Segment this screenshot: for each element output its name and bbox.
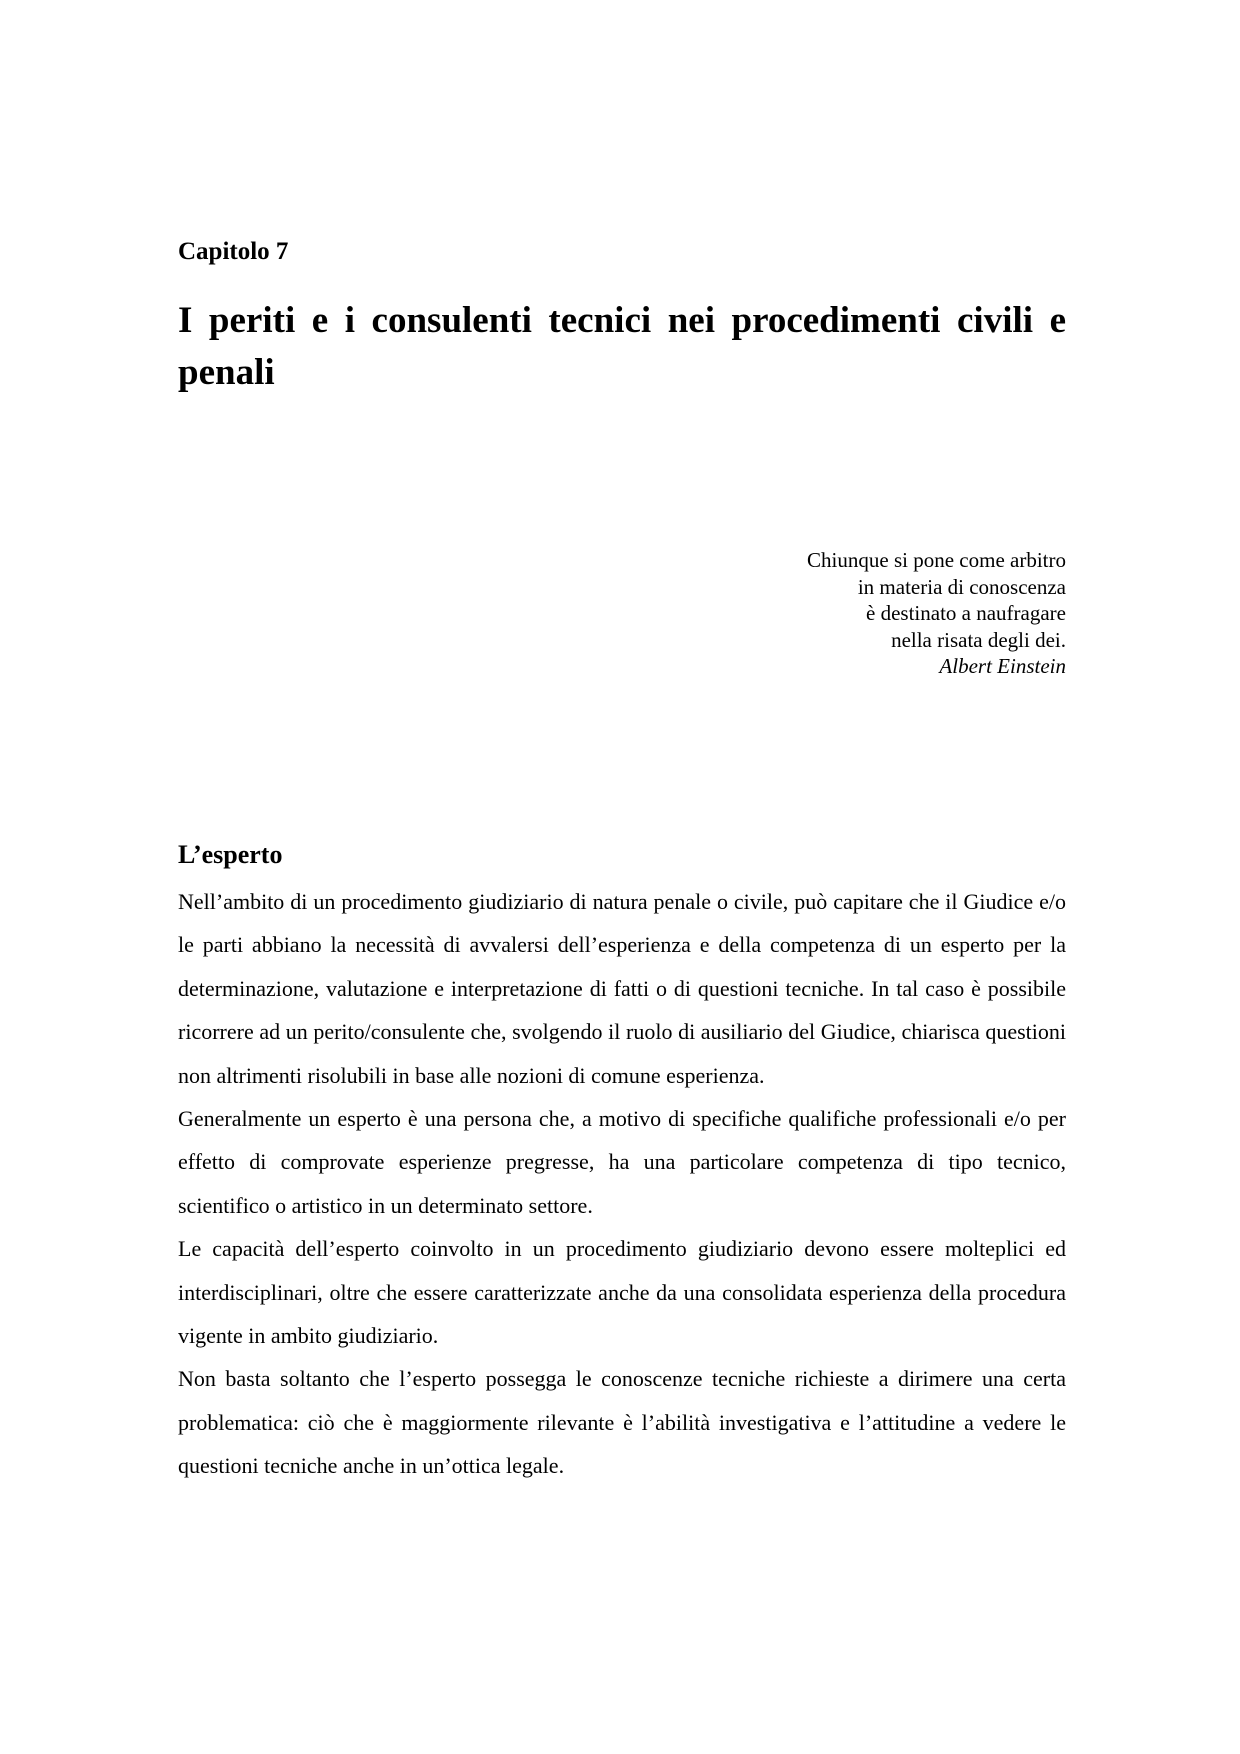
epigraph-line: nella risata degli dei. (891, 627, 1066, 652)
body-paragraph: Non basta soltanto che l’esperto possegga le conoscenze tecniche richieste a dirimere una certa problematica: ciò che è maggiormente rilevante è l’abilità investigativa e l’attitudine a vedere le questioni tecniche anche in un’ottica legale. (178, 1366, 1066, 1479)
section-body (178, 880, 1066, 1488)
chapter-label: Capitolo 7 (178, 238, 289, 265)
chapter-title: I periti e i consulenti tecnici nei procedimenti civili e penali (178, 300, 1066, 393)
epigraph-line: è destinato a naufragare (866, 601, 1066, 625)
epigraph-line: in materia di conoscenza (857, 574, 1066, 599)
body-paragraph: Generalmente un esperto è una persona che, a motivo di specifiche qualifiche professionali e/o per effetto di comprovate esperienze pregresse, ha una particolare competenza di tipo tecnico, scientifico o artistico in un determinato settore. (178, 1106, 1066, 1218)
epigraph-author: Albert Einstein (939, 654, 1066, 678)
section-heading: L’esperto (178, 840, 283, 869)
epigraph (807, 547, 1066, 680)
body-paragraph: Le capacità dell’esperto coinvolto in un procedimento giudiziario devono essere molteplici ed interdisciplinari, oltre che essere caratterizzate anche da una consolidata esperienza della procedura vigente in ambito giudiziario. (178, 1236, 1066, 1349)
body-paragraph: Nell’ambito di un procedimento giudiziario di natura penale o civile, può capitare che il Giudice e/o le parti abbiano la necessità di avvalersi dell’esperienza e della competenza di un esperto per la determinazione, valutazione e interpretazione di fatti o di questioni tecniche. In tal caso è possibile ricorrere ad un perito/consulente che, svolgendo il ruolo di ausiliario del Giudice, chiarisca questioni non altrimenti risolubili in base alle nozioni di comune esperienza. (178, 889, 1066, 1088)
epigraph-line: Chiunque si pone come arbitro (807, 548, 1066, 572)
